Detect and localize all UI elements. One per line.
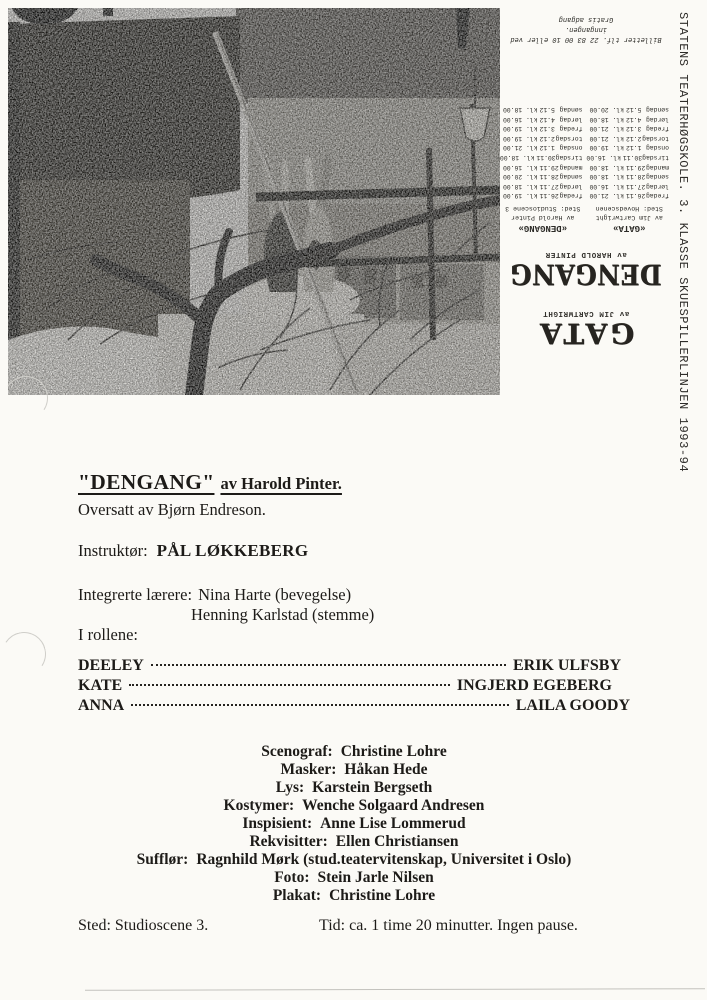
schedule-row xyxy=(503,162,583,172)
actor-name: ERIK ULFSBY xyxy=(512,657,621,674)
credit-row xyxy=(78,887,630,905)
schedule-day: mandag xyxy=(645,163,669,171)
schedule-date: 26.11 xyxy=(539,192,559,200)
credit-label: Plakat: xyxy=(272,887,322,904)
credit-name: Anne Lise Lommerud xyxy=(320,815,466,832)
schedule-day: onsdag xyxy=(645,144,669,152)
dengang-logo: DENGANG xyxy=(509,257,663,291)
credit-label: Inspisient: xyxy=(242,815,313,832)
credit-row xyxy=(78,797,630,815)
schedule-date: 27.11 xyxy=(539,182,559,190)
schedule-date: 2.12 xyxy=(626,134,642,142)
credit-name: Håkan Hede xyxy=(344,761,428,778)
production-photo xyxy=(8,8,500,395)
schedule-time: kl. 21.00 xyxy=(589,192,625,200)
photo-illustration xyxy=(8,8,500,395)
schedule-row xyxy=(590,162,670,172)
schedule-date: 29.11 xyxy=(539,163,559,171)
schedule-time: kl. 16.00 xyxy=(589,182,625,190)
cast-row xyxy=(78,676,630,696)
schedule-time: kl. 18.00 xyxy=(589,115,625,123)
schedule-day: onsdag xyxy=(559,144,583,152)
credit-row xyxy=(78,869,630,887)
schedule-venue: Sted: Studioscene 3 xyxy=(505,205,581,213)
schedule-row xyxy=(503,181,583,191)
schedule-datetime xyxy=(586,152,642,162)
dengang-logo-byline: av HAROLD PINTER xyxy=(545,250,627,259)
schedule-columns xyxy=(499,104,670,234)
teachers-line-1 xyxy=(78,585,630,605)
credit-label: Kostymer: xyxy=(223,797,295,814)
schedule-day: mandag xyxy=(559,163,583,171)
venue-line: Sted: Studioscene 3. xyxy=(78,917,209,934)
schedule-datetime xyxy=(503,133,555,143)
director-label: Instruktør: xyxy=(78,541,148,560)
credit-name: Stein Jarle Nilsen xyxy=(317,869,434,886)
duration-line: Tid: ca. 1 time 20 minutter. Ingen pause. xyxy=(319,917,578,934)
schedule-datetime xyxy=(503,124,555,134)
leader-dots xyxy=(129,684,450,686)
schedule-day: fredag xyxy=(645,125,669,133)
schedule-date: 30.11 xyxy=(622,153,643,161)
schedule-datetime xyxy=(500,152,556,162)
schedule-day: fredag xyxy=(645,192,669,200)
schedule-column-dengang xyxy=(499,104,583,234)
schedule-day: lørdag xyxy=(645,115,669,123)
schedule-author: av Harold Pinter xyxy=(511,214,575,222)
schedule-day: søndag xyxy=(559,106,583,114)
schedule-time: kl. 20.00 xyxy=(589,106,625,114)
schedule-date: 30.11 xyxy=(536,153,556,161)
teacher-name: Nina Harte (bevegelse) xyxy=(198,585,352,604)
schedule-day: torsdag xyxy=(555,134,583,142)
actor-name: LAILA GOODY xyxy=(515,697,630,714)
schedule-author: av Jim Cartwright xyxy=(595,214,663,222)
schedule-time: kl. 16.00 xyxy=(586,153,621,161)
schedule-row xyxy=(590,143,670,153)
schedule-datetime xyxy=(503,191,559,201)
schedule-row xyxy=(503,133,583,143)
production-title: "DENGANG" xyxy=(78,470,215,494)
schedule-row xyxy=(503,124,583,134)
leader-dots xyxy=(131,704,509,706)
schedule-day: søndag xyxy=(559,173,583,181)
schedule-datetime xyxy=(590,114,642,124)
schedule-title: «DENGANG» xyxy=(518,223,568,234)
schedule-row xyxy=(503,104,583,114)
credit-label: Foto: xyxy=(274,869,310,886)
schedule-row xyxy=(503,191,583,201)
back-cover-panel xyxy=(499,12,670,352)
schedule-row xyxy=(503,114,583,124)
director-line xyxy=(78,541,630,561)
actor-name: INGJERD EGEBERG xyxy=(456,677,612,694)
schedule-time: kl. 21.00 xyxy=(589,134,625,142)
schedule-venue: Sted: Hovedscenen xyxy=(595,205,663,213)
main-credits-area xyxy=(78,470,630,937)
credit-label: Sufflør: xyxy=(136,851,189,868)
schedule-row xyxy=(590,104,670,114)
schedule-time: kl. 21.00 xyxy=(503,144,538,152)
admission-line: Gratis adgang xyxy=(558,15,614,23)
schedule-day: lørdag xyxy=(559,182,583,190)
credit-row xyxy=(78,833,630,851)
teachers-block xyxy=(78,585,630,625)
footer-line xyxy=(78,917,630,937)
role-name: DEELEY xyxy=(78,657,144,674)
credit-label: Masker: xyxy=(280,761,337,778)
schedule-time: kl. 18.00 xyxy=(589,163,625,171)
schedule-time: kl. 18.00 xyxy=(503,182,538,190)
schedule-datetime xyxy=(590,133,642,143)
schedule-title: «GATA» xyxy=(613,223,646,234)
page-edge-scan-line xyxy=(85,988,705,991)
credit-row xyxy=(78,779,630,797)
credit-name: Christine Lohre xyxy=(340,743,447,760)
schedule-datetime xyxy=(590,124,642,134)
schedule-datetime xyxy=(590,181,646,191)
schedule-datetime xyxy=(503,162,559,172)
schedule-date: 1.12 xyxy=(539,144,555,152)
schedule-time: kl. 18.00 xyxy=(503,106,538,114)
schedule-time: kl. 20.00 xyxy=(503,173,538,181)
schedule-day: torsdag xyxy=(642,134,669,142)
cast-heading: I rollene: xyxy=(78,625,139,644)
credit-row xyxy=(78,815,630,833)
schedule-date: 3.12 xyxy=(539,125,555,133)
schedule-date: 5.12 xyxy=(626,106,642,114)
schedule-datetime xyxy=(590,104,642,114)
schedule-day: lørdag xyxy=(645,182,669,190)
credit-name: Wenche Solgaard Andresen xyxy=(302,797,485,814)
schedule-column-gata xyxy=(586,104,670,234)
schedule-time: kl. 16.00 xyxy=(503,115,538,123)
cast-row xyxy=(78,656,630,676)
gata-logo: GATA xyxy=(537,317,635,350)
schedule-row xyxy=(590,172,670,182)
schedule-row xyxy=(590,124,670,134)
schedule-rows xyxy=(586,104,670,200)
credit-row xyxy=(78,761,630,779)
schedule-time: kl. 21.00 xyxy=(589,125,625,133)
translator-line: Oversatt av Bjørn Endreson. xyxy=(78,500,266,519)
production-title-byline: av Harold Pinter. xyxy=(220,474,342,493)
schedule-row xyxy=(499,152,583,162)
schedule-date: 27.11 xyxy=(626,182,646,190)
schedule-time: kl. 19.00 xyxy=(503,125,538,133)
schedule-datetime xyxy=(503,181,559,191)
schedule-row xyxy=(586,152,670,162)
credit-name: Ellen Christiansen xyxy=(335,833,459,850)
credit-row xyxy=(78,851,630,869)
schedule-datetime xyxy=(590,143,642,153)
schedule-time: kl. 19.00 xyxy=(589,144,625,152)
schedule-date: 3.12 xyxy=(626,125,642,133)
schedule-time: kl. 16.00 xyxy=(503,163,538,171)
credits-list xyxy=(78,743,630,905)
role-name: KATE xyxy=(78,677,123,694)
director-name: PÅL LØKKEBERG xyxy=(156,541,309,560)
schedule-date: 28.11 xyxy=(539,173,559,181)
cast-row xyxy=(78,696,630,716)
schedule-rows xyxy=(499,104,583,200)
credit-name: Karstein Bergseth xyxy=(312,779,433,796)
schedule-date: 28.11 xyxy=(626,173,646,181)
credit-label: Scenograf: xyxy=(261,743,333,760)
school-side-label: STATENS TEATERHØGSKOLE. 3. KLASSE SKUESPILLERLINJEN 1993-94 xyxy=(676,12,690,473)
schedule-date: 29.11 xyxy=(626,163,646,171)
schedule-row xyxy=(590,191,670,201)
hole-punch-mark xyxy=(0,628,50,680)
schedule-datetime xyxy=(503,104,555,114)
teachers-label: Integrerte lærere: xyxy=(78,585,193,604)
role-name: ANNA xyxy=(78,697,125,714)
schedule-date: 26.11 xyxy=(626,192,646,200)
schedule-datetime xyxy=(590,191,646,201)
credit-name: Christine Lohre xyxy=(329,887,436,904)
schedule-datetime xyxy=(503,143,555,153)
schedule-row xyxy=(590,133,670,143)
schedule-day: fredag xyxy=(559,192,583,200)
schedule-date: 5.12 xyxy=(539,106,555,114)
schedule-datetime xyxy=(503,172,559,182)
credit-label: Lys: xyxy=(275,779,305,796)
schedule-datetime xyxy=(503,114,555,124)
schedule-row xyxy=(503,172,583,182)
credit-label: Rekvisitter: xyxy=(249,833,328,850)
credit-row xyxy=(78,743,630,761)
schedule-time: kl. 19.00 xyxy=(503,192,538,200)
schedule-time: kl. 18.00 xyxy=(589,173,625,181)
schedule-row xyxy=(503,143,583,153)
gata-logo-byline: av JIM CARTWRIGHT xyxy=(542,308,630,317)
schedule-date: 4.12 xyxy=(539,115,555,123)
schedule-day: fredag xyxy=(559,125,583,133)
schedule-day: lørdag xyxy=(559,115,583,123)
schedule-day: søndag xyxy=(645,173,669,181)
schedule-day: tirsdag xyxy=(555,153,583,161)
schedule-datetime xyxy=(590,172,646,182)
teachers-line-2 xyxy=(78,605,630,625)
schedule-date: 2.12 xyxy=(539,134,555,142)
schedule-datetime xyxy=(590,162,646,172)
schedule-day: tirsdag xyxy=(642,153,669,161)
schedule-row xyxy=(590,114,670,124)
schedule-date: 4.12 xyxy=(626,115,642,123)
leader-dots xyxy=(151,664,506,666)
cast-list xyxy=(78,656,630,716)
schedule-day: søndag xyxy=(645,106,669,114)
schedule-row xyxy=(590,181,670,191)
tickets-line: Billetter tlf. 22 83 00 10 eller ved inngangen. xyxy=(510,25,662,43)
teacher-name: Henning Karlstad (stemme) xyxy=(191,605,375,624)
schedule-time: kl. 18.00 xyxy=(499,153,535,161)
credit-name: Ragnhild Mørk (stud.teatervitenskap, Universitet i Oslo) xyxy=(196,851,572,868)
production-title-line xyxy=(78,470,342,495)
schedule-time: kl. 19.00 xyxy=(503,134,538,142)
schedule-date: 1.12 xyxy=(626,144,642,152)
